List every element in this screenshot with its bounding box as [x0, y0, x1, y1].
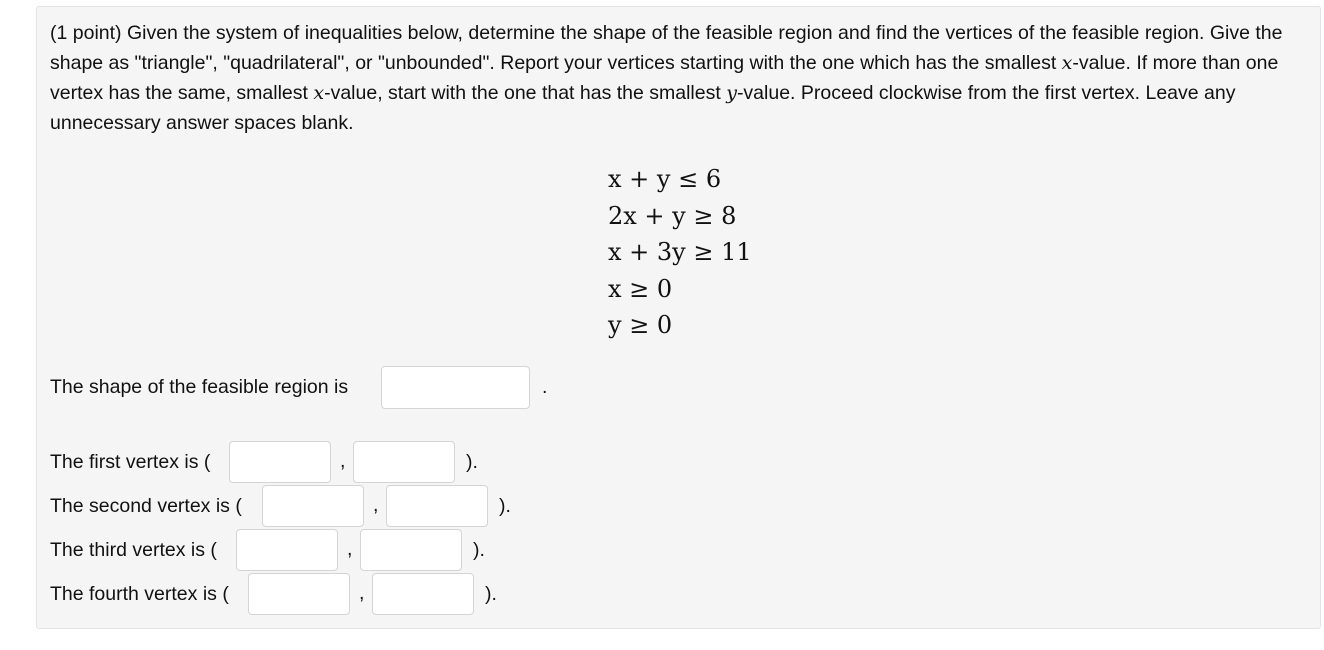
comma: , — [373, 494, 379, 516]
problem-statement — [50, 18, 1312, 138]
close-paren: ). — [485, 583, 497, 605]
vertex-3-x-input[interactable] — [236, 529, 338, 571]
math-x: x — [1061, 52, 1073, 74]
shape-input[interactable] — [381, 366, 530, 409]
intro-text-4: -value. Proceed clockwise from the first vertex. Leave any unnecessary answer spaces blank. — [50, 82, 1236, 134]
vertex-4-x-input[interactable] — [248, 573, 350, 615]
intro-text-2: -value. If more than one vertex has the same, smallest — [50, 52, 1279, 104]
vertex-2-y-input[interactable] — [386, 485, 488, 527]
comma: , — [347, 538, 353, 560]
close-paren: ). — [473, 539, 485, 561]
close-paren: ). — [466, 451, 478, 473]
shape-label: The shape of the feasible region is — [50, 376, 349, 398]
inequality-4: x ≥ 0 — [608, 274, 673, 303]
comma: , — [359, 582, 365, 604]
vertex-label-1: The first vertex is ( — [50, 451, 211, 473]
vertex-1-y-input[interactable] — [353, 441, 455, 483]
math-x: x — [313, 82, 325, 104]
vertex-label-3: The third vertex is ( — [50, 539, 217, 561]
intro-text-1: (1 point) Given the system of inequalities below, determine the shape of the feasible region and find the vertices of the feasible region. Give the shape as "triangle", "quadrilateral", or "unbounded". Report your vertices starting with the one which has the smallest — [50, 22, 1283, 74]
shape-period: . — [542, 376, 548, 398]
comma: , — [340, 450, 346, 472]
inequality-3: x + 3y ≥ 11 — [608, 238, 752, 266]
vertex-1-x-input[interactable] — [229, 441, 331, 483]
inequality-1: x + y ≤ 6 — [608, 165, 722, 193]
vertex-4-y-input[interactable] — [372, 573, 474, 615]
vertex-2-x-input[interactable] — [262, 485, 364, 527]
vertex-label-2: The second vertex is ( — [50, 495, 242, 517]
inequality-2: 2x + y ≥ 8 — [608, 201, 737, 230]
math-y: y — [726, 82, 737, 104]
inequality-5: y ≥ 0 — [608, 311, 673, 339]
intro-text-3: -value, start with the one that has the smallest — [324, 82, 727, 104]
problem-card — [36, 6, 1321, 629]
vertex-label-4: The fourth vertex is ( — [50, 583, 229, 605]
close-paren: ). — [499, 495, 511, 517]
vertex-3-y-input[interactable] — [360, 529, 462, 571]
inequality-system — [608, 161, 752, 344]
